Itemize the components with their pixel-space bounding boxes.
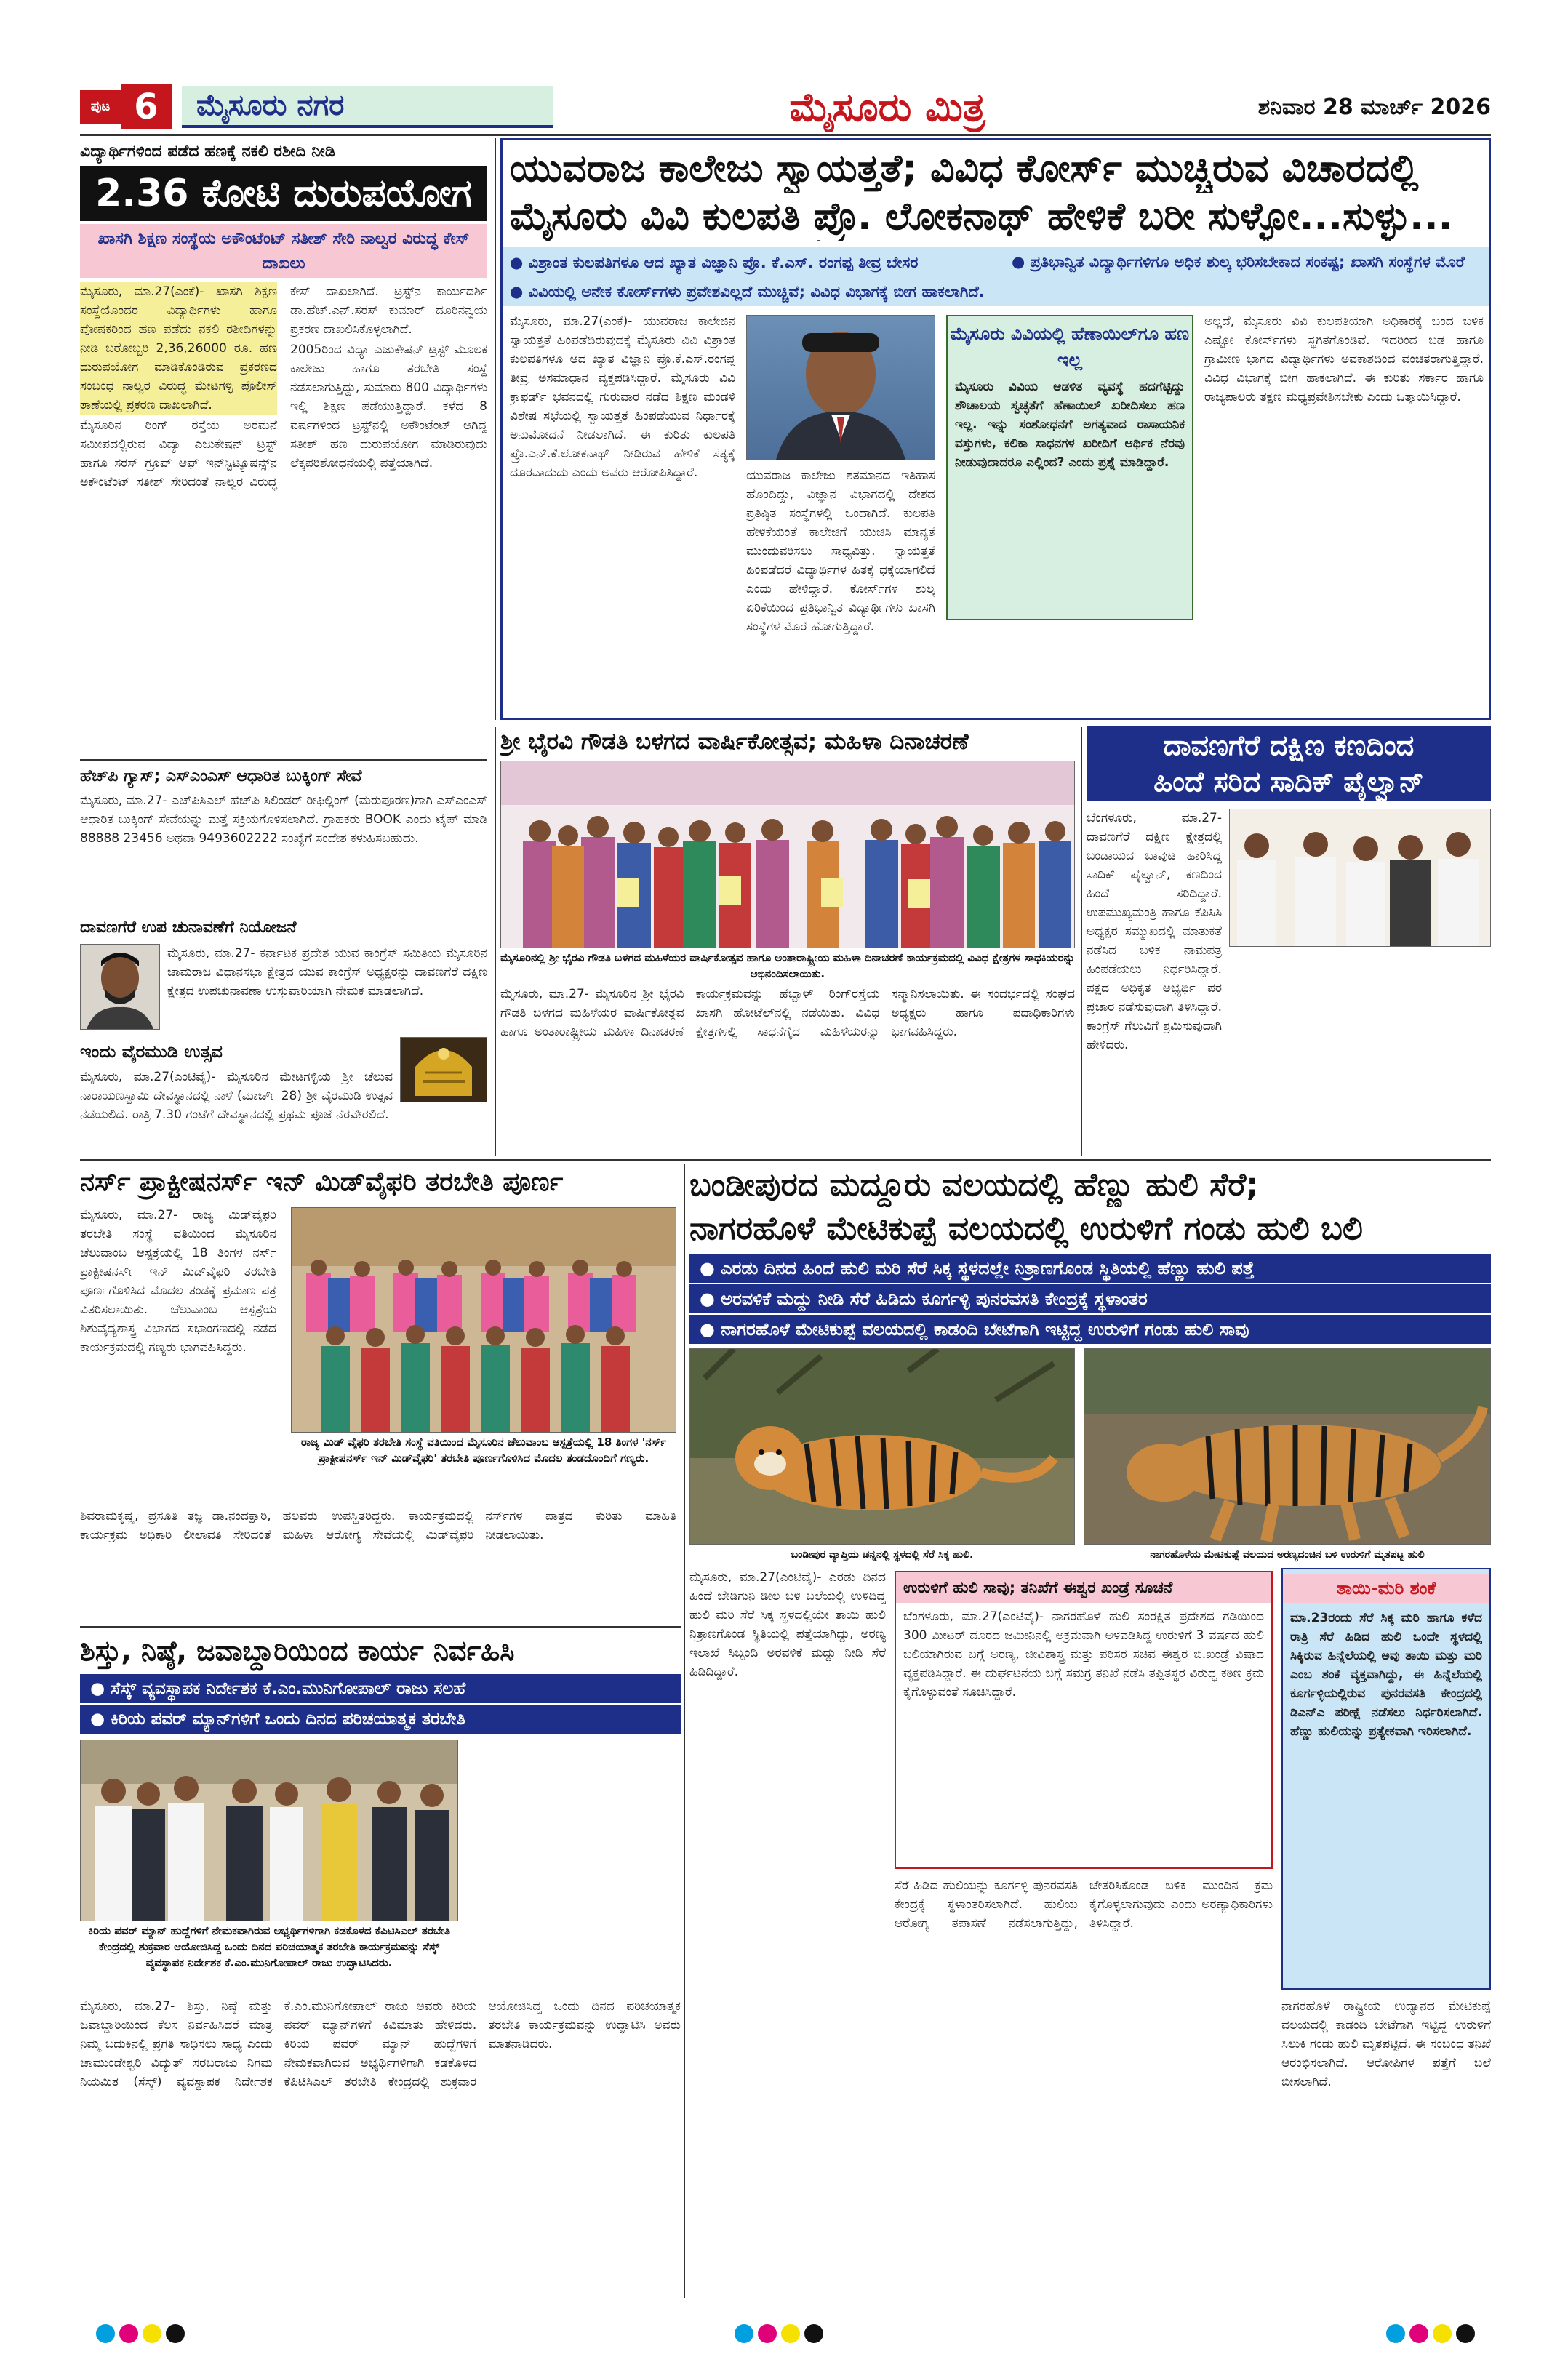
nurse-headline: ನರ್ಸ್ ಪ್ರಾಕ್ಟೀಷನರ್ಸ್ ಇನ್ ಮಿಡ್‌ವೈಫರಿ ತರಬೇತಿ ಪೂರ್ಣ [80,1167,564,1197]
varsity-bullet-2: ● ಪ್ರತಿಭಾನ್ವಿತ ವಿದ್ಯಾರ್ಥಿಗಳಿಗೂ ಅಧಿಕ ಶುಲ್ಕ ಭರಿಸಬೇಕಾದ ಸಂಕಷ್ಟ; ಖಾಸಗಿ ಸಂಸ್ಥೆಗಳ ಮೊರೆ [1012,253,1465,271]
tiger-col-1: ಮೈಸೂರು, ಮಾ.27(ಎಂಟಿವೈ)- ಎರಡು ದಿನದ ಹಿಂದೆ ಬೇಡಿಗುನಿ ಡೀಲ ಬಳಿ ಬಲೆಯಲ್ಲಿ ಉಳಿದಿದ್ದ ಹುಲಿ ಮರಿ ಸೆರೆ ಸಿಕ್ಕ ಸ್ಥಳದಲ್ಲಿಯೇ ತಾಯಿ ಹುಲಿ ನಿತ್ರಾಣಗೊಂಡ ಸ್ಥಿತಿಯಲ್ಲಿ ಪತ್ತೆಯಾಗಿದ್ದು, ಅರಣ್ಯ ಇಲಾಖೆ ಸಿಬ್ಬಂದಿ ಅರವಳಿಕೆ ಮದ್ದು ನೀಡಿ ಸೆರೆ ಹಿಡಿದಿದ್ದಾರೆ. [689,1570,886,1679]
registration-mark-yellow [143,2324,161,2343]
bhairavi-story [500,726,1075,1155]
scam-body-p2: ಮೈಸೂರಿನ ರಿಂಗ್ ರಸ್ತೆಯ ಅರಮನೆ ಸಮೀಪದಲ್ಲಿರುವ ವಿದ್ಯಾ ಎಜುಕೇಷನ್ ಟ್ರಸ್ಟ್ ಹಾಗೂ ಸರಸ್ ಗ್ರೂಪ್ ಆಫ್ ಇನ್‌ಸ್ಟಿಟ್ಯೂಷನ್ಸ್‌ನ ಅಕೌಂಟೆಂಟ್ ಸತೀಶ್ ಸೇರಿದಂತೆ ನಾಲ್ವರ ವಿರುದ್ಧ ಕೇಸ್ ದಾಖಲಾಗಿದೆ. ಟ್ರಸ್ಟ್‌ನ ಕಾರ್ಯದರ್ಶಿ ಡಾ.ಹೆಚ್.ಎನ್.ಸರಸ್ ಕುಮಾರ್ ದೂರಿನನ್ವಯ ಪ್ರಕರಣ ದಾಖಲಿಸಿಕೊಳ್ಳಲಾಗಿದೆ. [80,284,487,489]
nurse-body-bottom: ಶಿವರಾಮಕೃಷ್ಣ, ಪ್ರಸೂತಿ ತಜ್ಞ ಡಾ.ನಂದಕ್ಷಾರಿ, ಕಾರ್ಯಕ್ರಮ ಅಧಿಕಾರಿ ಲೀಲಾವತಿ ಸೇರಿದಂತೆ ಹಲವರು ಉಪಸ್ಥಿತರಿದ್ದರು. ಕಾರ್ಯಕ್ರಮದಲ್ಲಿ ಮಹಿಳಾ ಆರೋಗ್ಯ ಸೇವೆಯಲ್ಲಿ ಮಿಡ್‌ವೈಫರಿ ನರ್ಸ್‌ಗಳ ಪಾತ್ರದ ಕುರಿತು ಮಾಹಿತಿ ನೀಡಲಾಯಿತು. [80,1509,676,1542]
byelection-brief [80,915,487,1031]
registration-mark-magenta-2 [758,2324,777,2343]
page-header [80,81,1491,132]
row3-rule [80,1159,1491,1161]
row2-rule [80,759,487,761]
mother-cub-box [1281,1568,1491,1990]
byelection-title: ದಾವಣಗೆರೆ ಉಪ ಚುನಾವಣೆಗೆ ನಿಯೋಜನೆ [80,918,297,937]
registration-mark-black-3 [1456,2324,1475,2343]
davanagere-photo [1229,809,1491,947]
tiger-headline-1: ಬಂಡೀಪುರದ ಮದ್ದೂರು ವಲಯದಲ್ಲಿ ಹೆಣ್ಣು ಹುಲಿ ಸೆರೆ; [689,1166,1259,1204]
row4-rule [80,1626,681,1628]
issue-date: ಶನಿವಾರ 28 ಮಾರ್ಚ್ 2026 [1257,95,1491,120]
registration-mark-black-2 [804,2324,823,2343]
registration-mark-cyan [96,2324,115,2343]
varsity-headline-2: ಮೈಸೂರು ವಿವಿ ಕುಲಪತಿ ಪ್ರೊ. ಲೋಕನಾಥ್ ಹೇಳಿಕೆ ಬರೀ ಸುಳ್ಳೋ...ಸುಳ್ಳು... [510,195,1453,239]
varsity-bullet-1: ● ವಿಶ್ರಾಂತ ಕುಲಪತಿಗಳೂ ಆದ ಖ್ಯಾತ ವಿಜ್ಞಾನಿ ಪ್ರೊ. ಕೆ.ಎಸ್. ರಂಗಪ್ಪ ತೀವ್ರ ಬೇಸರ [510,254,919,271]
vairamudi-body: ಮೈಸೂರು, ಮಾ.27(ಎಂಟಿವೈ)- ಮೈಸೂರಿನ ಮೇಟಗಳ್ಳಿಯ ಶ್ರೀ ಚೆಲುವ ನಾರಾಯಣಸ್ವಾಮಿ ದೇವಸ್ಥಾನದಲ್ಲಿ ನಾಳೆ (ಮಾರ್ಚ್ 28) ಶ್ರೀ ವೈರಮುಡಿ ಉತ್ಸವ ನಡೆಯಲಿದೆ. ರಾತ್ರಿ 7.30 ಗಂಟೆಗೆ ದೇವಸ್ಥಾನದಲ್ಲಿ ಪ್ರಥಮ ಪೂಜೆ ನೆರವೇರಲಿದೆ. [80,1070,393,1122]
davanagere-headline-1: ದಾವಣಗೆರೆ ದಕ್ಷಿಣ ಕಣದಿಂದ [1163,729,1415,761]
page-number: 6 [121,84,172,129]
discipline-headline: ಶಿಸ್ತು, ನಿಷ್ಠೆ, ಜವಾಬ್ದಾರಿಯಿಂದ ಕಾರ್ಯ ನಿರ್ವಹಿಸಿ [80,1635,515,1667]
tiger-story [689,1164,1491,2305]
tiger-caption-left: ಬಂಡೀಪುರ ವ್ಯಾಪ್ತಿಯ ಚನ್ನನಲ್ಲಿ ಸ್ಥಳದಲ್ಲಿ ಸೆರೆ ಸಿಕ್ಕ ಹುಲಿ. [791,1549,974,1561]
tiger-photo-right [1084,1348,1491,1545]
vairamudi-crown-photo [400,1037,487,1102]
scam-story [80,138,487,756]
gas-body: ಮೈಸೂರು, ಮಾ.27- ಎಚ್‌ಪಿಸಿಎಲ್ ಹೆಚ್‌ಪಿ ಸಿಲಿಂಡರ್ ರೀಫಿಲ್ಲಿಂಗ್ (ಮರುಪೂರಣ)ಗಾಗಿ ಎಸ್‌ಎಂಎಸ್ ಆಧಾರಿತ ಬುಕ್ಕಿಂಗ್ ಸೇವೆಯನ್ನು ಮತ್ತೆ ಸಕ್ರಿಯಗೊಳಿಸಲಾಗಿದೆ. ಗ್ರಾಹಕರು BOOK ಎಂದು ಟೈಪ್ ಮಾಡಿ 88888 23456 ಅಥವಾ 9493602222 ಸಂಖ್ಯೆಗೆ ಸಂದೇಶ ಕಳುಹಿಸಬಹುದು. [80,793,487,846]
nurse-group-photo [291,1207,676,1433]
bhairavi-headline: ಶ್ರೀ ಭೈರವಿ ಗೌಡತಿ ಬಳಗದ ವಾರ್ಷಿಕೋತ್ಸವ; ಮಹಿಳಾ ದಿನಾಚರಣೆ [500,729,969,755]
registration-mark-magenta-3 [1409,2324,1428,2343]
nurse-body-left: ಮೈಸೂರು, ಮಾ.27- ರಾಜ್ಯ ಮಿಡ್‌ವೈಫರಿ ತರಬೇತಿ ಸಂಸ್ಥೆ ವತಿಯಿಂದ ಮೈಸೂರಿನ ಚೆಲುವಾಂಬ ಆಸ್ಪತ್ರೆಯಲ್ಲಿ 18 ತಿಂಗಳ ನರ್ಸ್ ಪ್ರಾಕ್ಟೀಷನರ್ಸ್ ಇನ್ ಮಿಡ್‌ವೈಫರಿ ತರಬೇತಿ ಪೂರ್ಣಗೊಳಿಸಿದ ಮೊದಲ ತಂಡಕ್ಕೆ ಪ್ರಮಾಣ ಪತ್ರ ವಿತರಿಸಲಾಯಿತು. ಚೆಲುವಾಂಬ ಆಸ್ಪತ್ರೆಯ ಶಿಶುವೈದ್ಯಶಾಸ್ತ್ರ ವಿಭಾಗದ ಸಭಾಂಗಣದಲ್ಲಿ ನಡೆದ ಕಾರ್ಯಕ್ರಮದಲ್ಲಿ ಗಣ್ಯರು ಭಾಗವಹಿಸಿದ್ದರು. [80,1208,276,1355]
varsity-col-1: ಮೈಸೂರು, ಮಾ.27(ಎಂಕೆ)- ಯುವರಾಜ ಕಾಲೇಜಿನ ಸ್ವಾಯತ್ತತೆ ಹಿಂಪಡೆದಿರುವುದಕ್ಕೆ ಮೈಸೂರು ವಿವಿ ವಿಶ್ರಾಂತ ಕುಲಪತಿಗಳೂ ಆದ ಖ್ಯಾತ ವಿಜ್ಞಾನಿ ಪ್ರೊ.ಕೆ.ಎಸ್.ರಂಗಪ್ಪ ತೀವ್ರ ಅಸಮಾಧಾನ ವ್ಯಕ್ತಪಡಿಸಿದ್ದಾರೆ. ಮೈಸೂರು ವಿವಿ ಕ್ರಾಫರ್ಡ್ ಭವನದಲ್ಲಿ ಗುರುವಾರ ನಡೆದ ಶಿಕ್ಷಣ ಮಂಡಳಿ ವಿಶೇಷ ಸಭೆಯಲ್ಲಿ ಸ್ವಾಯತ್ತತೆ ಹಿಂಪಡೆಯುವ ನಿರ್ಧಾರಕ್ಕೆ ಅನುಮೋದನೆ ನೀಡಲಾಗಿದೆ. ಈ ಕುರಿತು ಕುಲಪತಿ ಪ್ರೊ.ಎನ್.ಕೆ.ಲೋಕನಾಥ್ ನೀಡಿರುವ ಹೇಳಿಕೆ ಸತ್ಯಕ್ಕೆ ದೂರವಾದುದು ಎಂದು ಅವರು ಆರೋಪಿಸಿದ್ದಾರೆ. [510,314,735,480]
tiger-headline-2: ನಾಗರಹೊಳೆ ಮೇಟಿಕುಪ್ಪೆ ವಲಯದಲ್ಲಿ ಉರುಳಿಗೆ ಗಂಡು ಹುಲಿ ಬಲಿ [689,1210,1363,1247]
nurse-caption: ರಾಜ್ಯ ಮಿಡ್ ವೈಫರಿ ತರಬೇತಿ ಸಂಸ್ಥೆ ವತಿಯಿಂದ ಮೈಸೂರಿನ ಚೆಲುವಾಂಬ ಆಸ್ಪತ್ರೆಯಲ್ಲಿ 18 ತಿಂಗಳ 'ನರ್ಸ್ ಪ್ರಾಕ್ಟೀಷನರ್ಸ್ ಇನ್ ಮಿಡ್‌ವೈಫರಿ' ತರಬೇತಿ ಪೂರ್ಣಗೊಳಿಸಿದ ಮೊದಲ ತಂಡದೊಂದಿಗೆ ಗಣ್ಯರು. [300,1436,667,1465]
col-divider-1 [495,138,496,720]
vc-portrait [746,315,935,460]
byelection-body: ಮೈಸೂರು, ಮಾ.27- ಕರ್ನಾಟಕ ಪ್ರದೇಶ ಯುವ ಕಾಂಗ್ರೆಸ್ ಸಮಿತಿಯ ಮೈಸೂರಿನ ಚಾಮರಾಜ ವಿಧಾನಸಭಾ ಕ್ಷೇತ್ರದ ಯುವ ಕಾಂಗ್ರೆಸ್ ಅಧ್ಯಕ್ಷರನ್ನು ದಾವಣಗೆರೆ ದಕ್ಷಿಣ ಕ್ಷೇತ್ರದ ಉಪಚುನಾವಣಾ ಉಸ್ತುವಾರಿಯಾಗಿ ನೇಮಕ ಮಾಡಲಾಗಿದೆ. [167,946,487,998]
davanagere-story [1087,726,1491,1155]
registration-mark-yellow-3 [1433,2324,1452,2343]
khandre-title: ಉರುಳಿಗೆ ಹುಲಿ ಸಾವು; ತನಿಖೆಗೆ ಈಶ್ವರ ಖಂಡ್ರೆ ಸೂಚನೆ [896,1572,1271,1603]
varsity-bullet-3: ● ವಿವಿಯಲ್ಲಿ ಅನೇಕ ಕೋರ್ಸ್‌ಗಳು ಪ್ರವೇಶವಿಲ್ಲದೆ ಮುಚ್ಚಿವೆ; ವಿವಿಧ ವಿಭಾಗಕ್ಕೆ ಬೀಗ ಹಾಕಲಾಗಿದೆ. [510,283,985,300]
davanagere-body: ಬೆಂಗಳೂರು, ಮಾ.27- ದಾವಣಗೆರೆ ದಕ್ಷಿಣ ಕ್ಷೇತ್ರದಲ್ಲಿ ಬಂಡಾಯದ ಬಾವುಟ ಹಾರಿಸಿದ್ದ ಸಾದಿಕ್ ಪೈಲ್ವಾನ್, ಕಣದಿಂದ ಹಿಂದೆ ಸರಿದಿದ್ದಾರೆ. ಉಪಮುಖ್ಯಮಂತ್ರಿ ಹಾಗೂ ಕೆಪಿಸಿಸಿ ಅಧ್ಯಕ್ಷರ ಸಮ್ಮುಖದಲ್ಲಿ ಮಾತುಕತೆ ನಡೆಸಿದ ಬಳಿಕ ನಾಮಪತ್ರ ಹಿಂಪಡೆಯಲು ನಿರ್ಧರಿಸಿದ್ದಾರೆ. ಪಕ್ಷದ ಅಧಿಕೃತ ಅಭ್ಯರ್ಥಿ ಪರ ಪ್ರಚಾರ ನಡೆಸುವುದಾಗಿ ತಿಳಿಸಿದ್ದಾರೆ. ಕಾಂಗ್ರೆಸ್ ಗೆಲುವಿಗೆ ಶ್ರಮಿಸುವುದಾಗಿ ಹೇಳಿದರು. [1087,811,1222,1052]
discipline-caption: ಕಿರಿಯ ಪವರ್ ಮ್ಯಾನ್ ಹುದ್ದೆಗಳಿಗೆ ನೇಮಕವಾಗಿರುವ ಅಭ್ಯರ್ಥಿಗಳಿಗಾಗಿ ಕಡಕೊಳದ ಕೆಪಿಟಿಸಿಎಲ್ ತರಬೇತಿ ಕೇಂದ್ರದಲ್ಲಿ ಶುಕ್ರವಾರ ಆಯೋಜಿಸಿದ್ದ ಒಂದು ದಿನದ ಪರಿಚಯಾತ್ಮಕ ತರಬೇತಿ ಕಾರ್ಯಕ್ರಮವನ್ನು ಸೆಸ್ಕ್ ವ್ಯವಸ್ಥಾಪಕ ನಿರ್ದೇಶಕ ಕೆ.ಎಂ.ಮುನಿಗೋಪಾಲ್ ರಾಜು ಉದ್ಘಾಟಿಸಿದರು. [88,1924,450,1969]
tiger-caption-right: ನಾಗರಹೊಳೆಯ ಮೇಟಿಕುಪ್ಪೆ ವಲಯದ ಅರಣ್ಯದಂಚಿನ ಬಳಿ ಉರುಳಿಗೆ ಮೃತಪಟ್ಟ ಹುಲಿ [1150,1549,1425,1561]
registration-mark-cyan-3 [1386,2324,1405,2343]
scam-body-p3: 2005ರಿಂದ ವಿದ್ಯಾ ಎಜುಕೇಷನ್ ಟ್ರಸ್ಟ್ ಮೂಲಕ ಕಾಲೇಜು ಹಾಗೂ ತರಬೇತಿ ಸಂಸ್ಥೆ ನಡೆಸಲಾಗುತ್ತಿದ್ದು, ಸುಮಾರು 800 ವಿದ್ಯಾರ್ಥಿಗಳು ಇಲ್ಲಿ ಶಿಕ್ಷಣ ಪಡೆಯುತ್ತಿದ್ದಾರೆ. ಕಳೆದ 8 ವರ್ಷಗಳಿಂದ ಟ್ರಸ್ಟ್‌ನಲ್ಲಿ ಅಕೌಂಟೆಂಟ್ ಆಗಿದ್ದ ಸತೀಶ್ ಹಣ ದುರುಪಯೋಗ ಮಾಡಿರುವುದು ಲೆಕ್ಕಪರಿಶೋಧನೆಯಲ್ಲಿ ಪತ್ತೆಯಾಗಿದೆ. [290,343,487,471]
scam-kicker: ವಿದ್ಯಾರ್ಥಿಗಳಿಂದ ಪಡೆದ ಹಣಕ್ಕೆ ನಕಲಿ ರಶೀದಿ ನೀಡಿ [80,143,335,161]
masthead: ಮೈಸೂರು ಮಿತ್ರ [789,84,985,130]
registration-mark-black [166,2324,185,2343]
vairamudi-brief [80,1037,487,1153]
gas-title: ಹೆಚ್‌ಪಿ ಗ್ಯಾಸ್; ಎಸ್‌ಎಂಎಸ್ ಆಧಾರಿತ ಬುಕ್ಕಿಂಗ್ ಸೇವೆ [80,767,362,785]
davanagere-headline-2: ಹಿಂದೆ ಸರಿದ ಸಾದಿಕ್ ಪೈಲ್ವಾನ್ [1153,766,1424,798]
bhairavi-caption: ಮೈಸೂರಿನಲ್ಲಿ ಶ್ರೀ ಭೈರವಿ ಗೌಡತಿ ಬಳಗದ ಮಹಿಳೆಯರ ವಾರ್ಷಿಕೋತ್ಸವ ಹಾಗೂ ಅಂತಾರಾಷ್ಟ್ರೀಯ ಮಹಿಳಾ ದಿನಾಚರಣೆ ಕಾರ್ಯಕ್ರಮದಲ್ಲಿ ವಿವಿಧ ಕ್ಷೇತ್ರಗಳ ಸಾಧಕಿಯರನ್ನು ಅಭಿನಂದಿಸಲಾಯಿತು. [500,951,1075,980]
discipline-bullet-2: ● ಕಿರಿಯ ಪವರ್ ಮ್ಯಾನ್‌ಗಳಿಗೆ ಒಂದು ದಿನದ ಪರಿಚಯಾತ್ಮಕ ತರಬೇತಿ [80,1705,681,1734]
varsity-headline-1: ಯುವರಾಜ ಕಾಲೇಜು ಸ್ವಾಯತ್ತತೆ; ವಿವಿಧ ಕೋರ್ಸ್ ಮುಚ್ಚಿರುವ ವಿಚಾರದಲ್ಲಿ [510,147,1419,191]
tiger-bullet-2: ● ಅರವಳಿಕೆ ಮದ್ದು ನೀಡಿ ಸೆರೆ ಹಿಡಿದು ಕೂರ್ಗಳ್ಳಿ ಪುನರವಸತಿ ಕೇಂದ್ರಕ್ಕೆ ಸ್ಥಳಾಂತರ [689,1284,1491,1313]
varsity-bullets [503,247,1489,306]
bhairavi-group-photo [500,761,1075,948]
discipline-story [80,1630,681,2307]
scam-body [80,282,487,753]
varsity-col-2: ಯುವರಾಜ ಕಾಲೇಜು ಶತಮಾನದ ಇತಿಹಾಸ ಹೊಂದಿದ್ದು, ವಿಜ್ಞಾನ ವಿಭಾಗದಲ್ಲಿ ದೇಶದ ಪ್ರತಿಷ್ಠಿತ ಸಂಸ್ಥೆಗಳಲ್ಲಿ ಒಂದಾಗಿದೆ. ಕುಲಪತಿ ಹೇಳಿಕೆಯಂತೆ ಕಾಲೇಜಿಗೆ ಯುಜಿಸಿ ಮಾನ್ಯತೆ ಮುಂದುವರಿಸಲು ಸಾಧ್ಯವಿತ್ತು. ಸ್ವಾಯತ್ತತೆ ಹಿಂಪಡೆದರೆ ವಿದ್ಯಾರ್ಥಿಗಳ ಹಿತಕ್ಕೆ ಧಕ್ಕೆಯಾಗಲಿದೆ ಎಂದು ಹೇಳಿದ್ದಾರೆ. ಕೋರ್ಸ್‌ಗಳ ಶುಲ್ಕ ಏರಿಕೆಯಿಂದ ಪ್ರತಿಭಾನ್ವಿತ ವಿದ್ಯಾರ್ಥಿಗಳು ಖಾಸಗಿ ಸಂಸ್ಥೆಗಳ ಮೊರೆ ಹೋಗುತ್ತಿದ್ದಾರೆ. [746,468,935,634]
col-divider-4 [684,1164,685,2298]
col-divider-2 [495,727,496,1156]
tiger-col-2: ಸೆರೆ ಹಿಡಿದ ಹುಲಿಯನ್ನು ಕೂರ್ಗಳ್ಳಿ ಪುನರವಸತಿ ಕೇಂದ್ರಕ್ಕೆ ಸ್ಥಳಾಂತರಿಸಲಾಗಿದೆ. ಹುಲಿಯ ಆರೋಗ್ಯ ತಪಾಸಣೆ ನಡೆಸಲಾಗುತ್ತಿದ್ದು, ಚೇತರಿಸಿಕೊಂಡ ಬಳಿಕ ಮುಂದಿನ ಕ್ರಮ ಕೈಗೊಳ್ಳಲಾಗುವುದು ಎಂದು ಅರಣ್ಯಾಧಿಕಾರಿಗಳು ತಿಳಿಸಿದ್ದಾರೆ. [895,1878,1273,1931]
vairamudi-title: ಇಂದು ವೈರಮುಡಿ ಉತ್ಸವ [80,1041,223,1062]
discipline-bullet-1: ● ಸೆಸ್ಕ್ ವ್ಯವಸ್ಥಾಪಕ ನಿರ್ದೇಶಕ ಕೆ.ಎಂ.ಮುನಿಗೋಪಾಲ್ ರಾಜು ಸಲಹೆ [80,1674,681,1703]
vv-phenyl-title: ಮೈಸೂರು ವಿವಿಯಲ್ಲಿ ಹೆಣಾಯಿಲ್‌ಗೂ ಹಣ ಇಲ್ಲ [950,324,1190,370]
khandre-box [895,1571,1273,1869]
vv-phenyl-box [946,315,1193,620]
davanagere-headline [1087,726,1491,801]
col-divider-3 [1081,727,1082,1156]
gas-brief [80,764,487,909]
nurse-story [80,1164,676,1622]
scam-subhead: ಖಾಸಗಿ ಶಿಕ್ಷಣ ಸಂಸ್ಥೆಯ ಅಕೌಂಟೆಂಟ್ ಸತೀಶ್ ಸೇರಿ ನಾಲ್ವರ ವಿರುದ್ಧ ಕೇಸ್ ದಾಖಲು [80,224,487,278]
tiger-col-3: ನಾಗರಹೊಳೆ ರಾಷ್ಟ್ರೀಯ ಉದ್ಯಾನದ ಮೇಟಿಕುಪ್ಪೆ ವಲಯದಲ್ಲಿ ಕಾಡಂದಿ ಬೇಟೆಗಾಗಿ ಇಟ್ಟಿದ್ದ ಉರುಳಿಗೆ ಸಿಲುಕಿ ಗಂಡು ಹುಲಿ ಮೃತಪಟ್ಟಿದೆ. ಈ ಸಂಬಂಧ ತನಿಖೆ ಆರಂಭಿಸಲಾಗಿದೆ. ಆರೋಪಿಗಳ ಪತ್ತೆಗೆ ಬಲೆ ಬೀಸಲಾಗಿದೆ. [1281,1999,1491,2089]
discipline-body: ಮೈಸೂರು, ಮಾ.27- ಶಿಸ್ತು, ನಿಷ್ಠೆ ಮತ್ತು ಜವಾಬ್ದಾರಿಯಿಂದ ಕೆಲಸ ನಿರ್ವಹಿಸಿದರೆ ಮಾತ್ರ ನಿಮ್ಮ ಬದುಕಿನಲ್ಲಿ ಪ್ರಗತಿ ಸಾಧಿಸಲು ಸಾಧ್ಯ ಎಂದು ಚಾಮುಂಡೇಶ್ವರಿ ವಿದ್ಯುತ್ ಸರಬರಾಜು ನಿಗಮ ನಿಯಮಿತ (ಸೆಸ್ಕ್) ವ್ಯವಸ್ಥಾಪಕ ನಿರ್ದೇಶಕ ಕೆ.ಎಂ.ಮುನಿಗೋಪಾಲ್ ರಾಜು ಅವರು ಕಿರಿಯ ಪವರ್ ಮ್ಯಾನ್‌ಗಳಿಗೆ ಕಿವಿಮಾತು ಹೇಳಿದರು. ಕಿರಿಯ ಪವರ್ ಮ್ಯಾನ್ ಹುದ್ದೆಗಳಿಗೆ ನೇಮಕವಾಗಿರುವ ಅಭ್ಯರ್ಥಿಗಳಿಗಾಗಿ ಕಡಕೊಳದ ಕೆಪಿಟಿಸಿಎಲ್ ತರಬೇತಿ ಕೇಂದ್ರದಲ್ಲಿ ಶುಕ್ರವಾರ ಆಯೋಜಿಸಿದ್ದ ಒಂದು ದಿನದ ಪರಿಚಯಾತ್ಮಕ ತರಬೇತಿ ಕಾರ್ಯಕ್ರಮವನ್ನು ಉದ್ಘಾಟಿಸಿ ಅವರು ಮಾತನಾಡಿದರು. [80,1999,681,2089]
tiger-photo-left [689,1348,1075,1545]
khandre-body: ಬೆಂಗಳೂರು, ಮಾ.27(ಎಂಟಿವೈ)- ನಾಗರಹೊಳೆ ಹುಲಿ ಸಂರಕ್ಷಿತ ಪ್ರದೇಶದ ಗಡಿಯಿಂದ 300 ಮೀಟರ್ ದೂರದ ಜಮೀನಿನಲ್ಲಿ ಅಕ್ರಮವಾಗಿ ಅಳವಡಿಸಿದ್ದ ಉರುಳಿಗೆ 3 ವರ್ಷದ ಹುಲಿ ಬಲಿಯಾಗಿರುವ ಬಗ್ಗೆ ಅರಣ್ಯ, ಜೀವಿಶಾಸ್ತ್ರ ಮತ್ತು ಪರಿಸರ ಸಚಿವ ಈಶ್ವರ ಬಿ.ಖಂಡ್ರೆ ವಿಷಾದ ವ್ಯಕ್ತಪಡಿಸಿದ್ದಾರೆ. ಈ ದುರ್ಘಟನೆಯ ಬಗ್ಗೆ ಸಮಗ್ರ ತನಿಖೆ ನಡೆಸಿ ತಪ್ಪಿತಸ್ಥರ ವಿರುದ್ಧ ಕಠಿಣ ಕ್ರಮ ಕೈಗೊಳ್ಳುವಂತೆ ಸೂಚಿಸಿದ್ದಾರೆ. [903,1609,1264,1700]
header-rule [80,134,1491,136]
mother-cub-title: ತಾಯಿ-ಮರಿ ಶಂಕೆ [1283,1574,1489,1603]
discipline-photo [80,1740,458,1921]
discipline-side [470,1740,681,1991]
scam-body-p1: ಮೈಸೂರು, ಮಾ.27(ಎಂಕೆ)- ಖಾಸಗಿ ಶಿಕ್ಷಣ ಸಂಸ್ಥೆಯೊಂದರ ವಿದ್ಯಾರ್ಥಿಗಳು ಹಾಗೂ ಪೋಷಕರಿಂದ ಹಣ ಪಡೆದು ನಕಲಿ ರಶೀದಿಗಳನ್ನು ನೀಡಿ ಬರೋಬ್ಬರಿ 2,36,26000 ರೂ. ಹಣ ದುರುಪಯೋಗ ಮಾಡಿಕೊಂಡಿರುವ ಪ್ರಕರಣದ ಸಂಬಂಧ ನಾಲ್ವರ ವಿರುದ್ಧ ಮೇಟಗಳ್ಳಿ ಪೊಲೀಸ್ ಠಾಣೆಯಲ್ಲಿ ಪ್ರಕರಣ ದಾಖಲಾಗಿದೆ. [80,282,277,415]
vv-phenyl-body: ಮೈಸೂರು ವಿವಿಯ ಆಡಳಿತ ವ್ಯವಸ್ಥೆ ಹದಗೆಟ್ಟಿದ್ದು ಶೌಚಾಲಯ ಸ್ವಚ್ಛತೆಗೆ ಹೆಣಾಯಿಲ್ ಖರೀದಿಸಲು ಹಣ ಇಲ್ಲ. ಇನ್ನು ಸಂಶೋಧನೆಗೆ ಅಗತ್ಯವಾದ ರಾಸಾಯನಿಕ ವಸ್ತುಗಳು, ಕಲಿಕಾ ಸಾಧನಗಳ ಖರೀದಿಗೆ ಆರ್ಥಿಕ ನೆರವು ನೀಡುವುದಾದರೂ ಎಲ್ಲಿಂದ? ಎಂದು ಪ್ರಶ್ನೆ ಮಾಡಿದ್ದಾರೆ. [955,380,1185,470]
bhairavi-body: ಮೈಸೂರು, ಮಾ.27- ಮೈಸೂರಿನ ಶ್ರೀ ಭೈರವಿ ಗೌಡತಿ ಬಳಗದ ಮಹಿಳೆಯರ ವಾರ್ಷಿಕೋತ್ಸವ ಹಾಗೂ ಅಂತಾರಾಷ್ಟ್ರೀಯ ಮಹಿಳಾ ದಿನಾಚರಣೆ ಕಾರ್ಯಕ್ರಮವನ್ನು ಹೆಬ್ಬಾಳ್ ರಿಂಗ್‌ರಸ್ತೆಯ ಖಾಸಗಿ ಹೋಟೆಲ್‌ನಲ್ಲಿ ನಡೆಯಿತು. ವಿವಿಧ ಕ್ಷೇತ್ರಗಳಲ್ಲಿ ಸಾಧನೆಗೈದ ಮಹಿಳೆಯರನ್ನು ಸನ್ಮಾನಿಸಲಾಯಿತು. ಈ ಸಂದರ್ಭದಲ್ಲಿ ಸಂಘದ ಅಧ್ಯಕ್ಷರು ಹಾಗೂ ಪದಾಧಿಕಾರಿಗಳು ಭಾಗವಹಿಸಿದ್ದರು. [500,987,1075,1039]
tiger-bullet-3: ● ನಾಗರಹೊಳೆ ಮೇಟಿಕುಪ್ಪೆ ವಲಯದಲ್ಲಿ ಕಾಡಂದಿ ಬೇಟೆಗಾಗಿ ಇಟ್ಟಿದ್ದ ಉರುಳಿಗೆ ಗಂಡು ಹುಲಿ ಸಾವು [689,1315,1491,1344]
section-name: ಮೈಸೂರು ನಗರ [182,86,553,128]
registration-mark-magenta [119,2324,138,2343]
registration-mark-yellow-2 [781,2324,800,2343]
scam-headline: 2.36 ಕೋಟಿ ದುರುಪಯೋಗ [80,166,487,221]
mother-cub-body: ಮಾ.23ರಂದು ಸೆರೆ ಸಿಕ್ಕ ಮರಿ ಹಾಗೂ ಕಳೆದ ರಾತ್ರಿ ಸೆರೆ ಹಿಡಿದ ಹುಲಿ ಒಂದೇ ಸ್ಥಳದಲ್ಲಿ ಸಿಕ್ಕಿರುವ ಹಿನ್ನೆಲೆಯಲ್ಲಿ ಅವು ತಾಯಿ ಮತ್ತು ಮರಿ ಎಂಬ ಶಂಕೆ ವ್ಯಕ್ತವಾಗಿದ್ದು, ಈ ಹಿನ್ನೆಲೆಯಲ್ಲಿ ಕೂರ್ಗಳ್ಳಿಯಲ್ಲಿರುವ ಪುನರವಸತಿ ಕೇಂದ್ರದಲ್ಲಿ ಡಿಎನ್‌ಎ ಪರೀಕ್ಷೆ ನಡೆಸಲು ನಿರ್ಧರಿಸಲಾಗಿದೆ. ಹೆಣ್ಣು ಹುಲಿಯನ್ನು ಪ್ರತ್ಯೇಕವಾಗಿ ಇರಿಸಲಾಗಿದೆ. [1290,1611,1482,1739]
tiger-bullet-1: ● ಎರಡು ದಿನದ ಹಿಂದೆ ಹುಲಿ ಮರಿ ಸೆರೆ ಸಿಕ್ಕ ಸ್ಥಳದಲ್ಲೇ ನಿತ್ರಾಣಗೊಂಡ ಸ್ಥಿತಿಯಲ್ಲಿ ಹೆಣ್ಣು ಹುಲಿ ಪತ್ತೆ [689,1254,1491,1283]
varsity-story [500,138,1491,720]
varsity-col-3: ಅಲ್ಲದೆ, ಮೈಸೂರು ವಿವಿ ಕುಲಪತಿಯಾಗಿ ಅಧಿಕಾರಕ್ಕೆ ಬಂದ ಬಳಿಕ ಎಷ್ಟೋ ಕೋರ್ಸ್‌ಗಳು ಸ್ಥಗಿತಗೊಂಡಿವೆ. ಇದರಿಂದ ಬಡ ಹಾಗೂ ಗ್ರಾಮೀಣ ಭಾಗದ ವಿದ್ಯಾರ್ಥಿಗಳು ಅವಕಾಶದಿಂದ ವಂಚಿತರಾಗುತ್ತಿದ್ದಾರೆ. ವಿವಿಧ ವಿಭಾಗಕ್ಕೆ ಬೀಗ ಹಾಕಲಾಗಿದೆ. ಈ ಕುರಿತು ಸರ್ಕಾರ ಹಾಗೂ ರಾಜ್ಯಪಾಲರು ತಕ್ಷಣ ಮಧ್ಯಪ್ರವೇಶಿಸಬೇಕು ಎಂದು ಒತ್ತಾಯಿಸಿದ್ದಾರೆ. [1204,314,1484,404]
registration-mark-cyan-2 [735,2324,753,2343]
page-label: ಪುಟ [80,90,121,124]
person-photo [80,944,160,1030]
